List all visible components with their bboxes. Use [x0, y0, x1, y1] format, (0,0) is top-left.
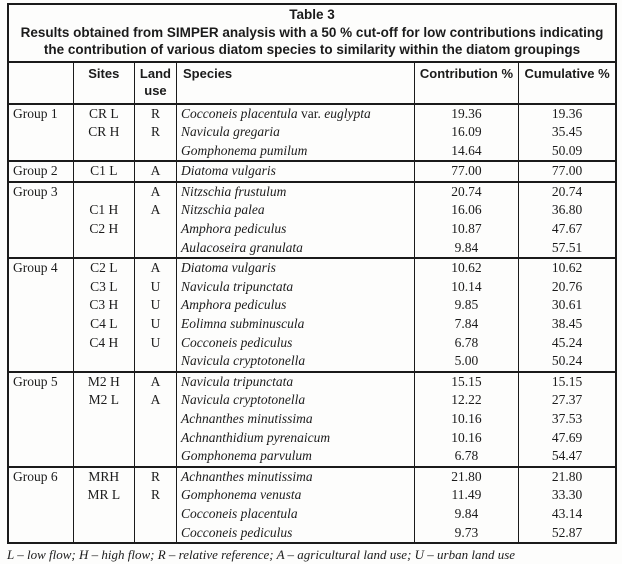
table-row [9, 161, 615, 182]
species-cell [177, 104, 415, 124]
species-name: Cocconeis pediculus [181, 524, 293, 540]
header-contribution: Contribution % [414, 63, 518, 104]
species-name: Eolimna subminuscula [181, 316, 305, 332]
table-header [9, 63, 615, 104]
land-use-cell [134, 524, 176, 543]
table-caption [9, 5, 615, 63]
species-name: Nitzschia palea [181, 202, 265, 218]
site-cell: C1 H [73, 201, 134, 220]
header-land-use: Land use [134, 63, 176, 104]
cumulative-cell: 33.30 [519, 486, 615, 505]
land-use-cell: A [134, 182, 176, 202]
species-cell [177, 278, 415, 297]
species-cell [177, 258, 415, 278]
species-var-label: var. [297, 105, 325, 121]
land-use-cell: U [134, 278, 176, 297]
simper-table-frame [7, 3, 617, 544]
site-cell: M2 L [73, 391, 134, 410]
land-use-cell: R [134, 123, 176, 142]
table-row [9, 278, 615, 297]
group-cell [9, 391, 73, 410]
land-use-cell: R [134, 486, 176, 505]
cumulative-cell: 45.24 [519, 334, 615, 353]
contribution-cell: 10.14 [414, 278, 518, 297]
contribution-cell: 12.22 [414, 391, 518, 410]
contribution-cell: 11.49 [414, 486, 518, 505]
land-use-cell: A [134, 258, 176, 278]
contribution-cell: 9.84 [414, 239, 518, 259]
land-use-cell [134, 505, 176, 524]
species-name: Achnanthidium pyrenaicum [181, 429, 331, 445]
species-cell [177, 123, 415, 142]
site-cell [73, 505, 134, 524]
table-row [9, 220, 615, 239]
species-name: Gomphonema pumilum [181, 142, 308, 158]
land-use-cell: U [134, 315, 176, 334]
contribution-cell: 7.84 [414, 315, 518, 334]
land-use-cell [134, 142, 176, 162]
cumulative-cell: 54.47 [519, 447, 615, 467]
species-cell [177, 524, 415, 543]
group-cell [9, 123, 73, 142]
table-row [9, 104, 615, 124]
species-cell [177, 372, 415, 392]
contribution-cell: 16.09 [414, 123, 518, 142]
cumulative-cell: 38.45 [519, 315, 615, 334]
species-cell [177, 486, 415, 505]
species-cell [177, 315, 415, 334]
species-name: Amphora pediculus [181, 221, 287, 237]
species-cell [177, 429, 415, 448]
table-row [9, 467, 615, 487]
species-cell [177, 352, 415, 372]
species-name: Aulacoseira granulata [181, 239, 303, 255]
table-row [9, 391, 615, 410]
group-cell [9, 486, 73, 505]
species-cell [177, 220, 415, 239]
cumulative-cell: 36.80 [519, 201, 615, 220]
group-cell: Group 5 [9, 372, 73, 392]
contribution-cell: 10.16 [414, 429, 518, 448]
land-use-cell: A [134, 391, 176, 410]
contribution-cell: 21.80 [414, 467, 518, 487]
cumulative-cell: 19.36 [519, 104, 615, 124]
contribution-cell: 20.74 [414, 182, 518, 202]
table-row [9, 296, 615, 315]
land-use-cell [134, 352, 176, 372]
contribution-cell: 16.06 [414, 201, 518, 220]
species-cell [177, 391, 415, 410]
table-row [9, 524, 615, 543]
species-name: Cocconeis placentula [181, 105, 298, 121]
group-cell [9, 505, 73, 524]
land-use-cell [134, 410, 176, 429]
species-name: Diatoma vulgaris [181, 163, 276, 179]
group-cell [9, 239, 73, 259]
header-group [9, 63, 73, 104]
contribution-cell: 10.16 [414, 410, 518, 429]
site-cell [73, 429, 134, 448]
contribution-cell: 15.15 [414, 372, 518, 392]
table-body [9, 104, 615, 543]
species-name: Achnanthes minutissima [181, 468, 313, 484]
site-cell: C2 L [73, 258, 134, 278]
group-cell [9, 447, 73, 467]
group-cell [9, 352, 73, 372]
cumulative-cell: 50.24 [519, 352, 615, 372]
species-cell [177, 410, 415, 429]
table-row [9, 258, 615, 278]
species-name: Gomphonema parvulum [181, 448, 312, 464]
species-name: Cocconeis placentula [181, 505, 298, 521]
simper-table [9, 63, 615, 543]
contribution-cell: 9.73 [414, 524, 518, 543]
group-cell [9, 201, 73, 220]
contribution-cell: 19.36 [414, 104, 518, 124]
species-name: Navicula cryptotonella [181, 353, 306, 369]
group-cell: Group 6 [9, 467, 73, 487]
site-cell [73, 410, 134, 429]
species-name: Amphora pediculus [181, 297, 287, 313]
cumulative-cell: 47.67 [519, 220, 615, 239]
site-cell: MR L [73, 486, 134, 505]
land-use-cell [134, 447, 176, 467]
cumulative-cell: 35.45 [519, 123, 615, 142]
group-cell [9, 524, 73, 543]
table-row [9, 182, 615, 202]
species-name: Navicula gregaria [181, 124, 280, 140]
table-row [9, 352, 615, 372]
group-cell [9, 142, 73, 162]
site-cell [73, 142, 134, 162]
table-row [9, 239, 615, 259]
cumulative-cell: 21.80 [519, 467, 615, 487]
group-cell: Group 3 [9, 182, 73, 202]
contribution-cell: 77.00 [414, 161, 518, 182]
site-cell: C4 H [73, 334, 134, 353]
land-use-cell: A [134, 161, 176, 182]
site-cell [73, 239, 134, 259]
group-cell: Group 2 [9, 161, 73, 182]
cumulative-cell: 57.51 [519, 239, 615, 259]
table-row [9, 315, 615, 334]
species-name: Navicula cryptotonella [181, 392, 306, 408]
site-cell [73, 524, 134, 543]
land-use-cell: U [134, 334, 176, 353]
species-cell [177, 296, 415, 315]
group-cell: Group 4 [9, 258, 73, 278]
species-name: Nitzschia frustulum [181, 183, 287, 199]
site-cell: C4 L [73, 315, 134, 334]
cumulative-cell: 15.15 [519, 372, 615, 392]
contribution-cell: 5.00 [414, 352, 518, 372]
site-cell: C3 L [73, 278, 134, 297]
contribution-cell: 14.64 [414, 142, 518, 162]
site-cell: M2 H [73, 372, 134, 392]
group-cell [9, 315, 73, 334]
group-cell [9, 278, 73, 297]
site-cell: CR L [73, 104, 134, 124]
species-cell [177, 142, 415, 162]
cumulative-cell: 52.87 [519, 524, 615, 543]
contribution-cell: 10.62 [414, 258, 518, 278]
cumulative-cell: 50.09 [519, 142, 615, 162]
species-cell [177, 447, 415, 467]
contribution-cell: 6.78 [414, 447, 518, 467]
species-name: Navicula tripunctata [181, 373, 294, 389]
species-cell [177, 182, 415, 202]
land-use-cell [134, 429, 176, 448]
cumulative-cell: 10.62 [519, 258, 615, 278]
table-row [9, 201, 615, 220]
header-cumulative: Cumulative % [519, 63, 615, 104]
group-cell: Group 1 [13, 105, 58, 121]
site-cell [73, 447, 134, 467]
land-use-cell: R [134, 467, 176, 487]
site-cell: MRH [73, 467, 134, 487]
site-cell: C3 H [73, 296, 134, 315]
species-cell [177, 161, 415, 182]
species-name: Gomphonema venusta [181, 487, 302, 503]
table-row [9, 334, 615, 353]
table-caption-text: Results obtained from SIMPER analysis with a 50 % cut-off for low contributions indicating the contribution of various diatom species to similarity within the diatom groupings [20, 24, 604, 57]
table-row [9, 447, 615, 467]
site-cell [73, 182, 134, 202]
cumulative-cell: 30.61 [519, 296, 615, 315]
group-cell [9, 429, 73, 448]
land-use-cell: A [134, 201, 176, 220]
land-use-cell: R [134, 104, 176, 124]
cumulative-cell: 47.69 [519, 429, 615, 448]
contribution-cell: 6.78 [414, 334, 518, 353]
cumulative-cell: 77.00 [519, 161, 615, 182]
land-use-cell: U [134, 296, 176, 315]
contribution-cell: 9.84 [414, 505, 518, 524]
group-cell [9, 220, 73, 239]
header-sites: Sites [73, 63, 134, 104]
land-use-cell [134, 239, 176, 259]
species-variety-name: euglypta [324, 105, 371, 121]
species-cell [177, 505, 415, 524]
species-cell [177, 334, 415, 353]
table-row [9, 372, 615, 392]
table-row [9, 429, 615, 448]
site-cell: CR H [73, 123, 134, 142]
table-caption-label: Table 3 [289, 7, 335, 22]
site-cell: C2 H [73, 220, 134, 239]
footnote: L – low flow; H – high flow; R – relative reference; A – agricultural land use; U – urban land use [7, 547, 516, 562]
land-use-cell: A [134, 372, 176, 392]
species-cell [177, 239, 415, 259]
table-row [9, 123, 615, 142]
contribution-cell: 10.87 [414, 220, 518, 239]
species-cell [177, 201, 415, 220]
cumulative-cell: 20.76 [519, 278, 615, 297]
table-row [9, 410, 615, 429]
site-cell: C1 L [73, 161, 134, 182]
species-name: Navicula tripunctata [181, 278, 294, 294]
species-name: Diatoma vulgaris [181, 260, 276, 276]
header-row [9, 63, 615, 104]
header-species: Species [177, 63, 415, 104]
species-cell [177, 467, 415, 487]
table-row [9, 142, 615, 162]
table-row [9, 486, 615, 505]
group-cell [9, 334, 73, 353]
species-name: Cocconeis pediculus [181, 334, 293, 350]
group-cell [9, 410, 73, 429]
cumulative-cell: 43.14 [519, 505, 615, 524]
group-cell [9, 296, 73, 315]
cumulative-cell: 20.74 [519, 182, 615, 202]
contribution-cell: 9.85 [414, 296, 518, 315]
species-name: Achnanthes minutissima [181, 411, 313, 426]
site-cell [73, 352, 134, 372]
cumulative-cell: 37.53 [519, 410, 615, 429]
cumulative-cell: 27.37 [519, 391, 615, 410]
table-row [9, 505, 615, 524]
land-use-cell [134, 220, 176, 239]
